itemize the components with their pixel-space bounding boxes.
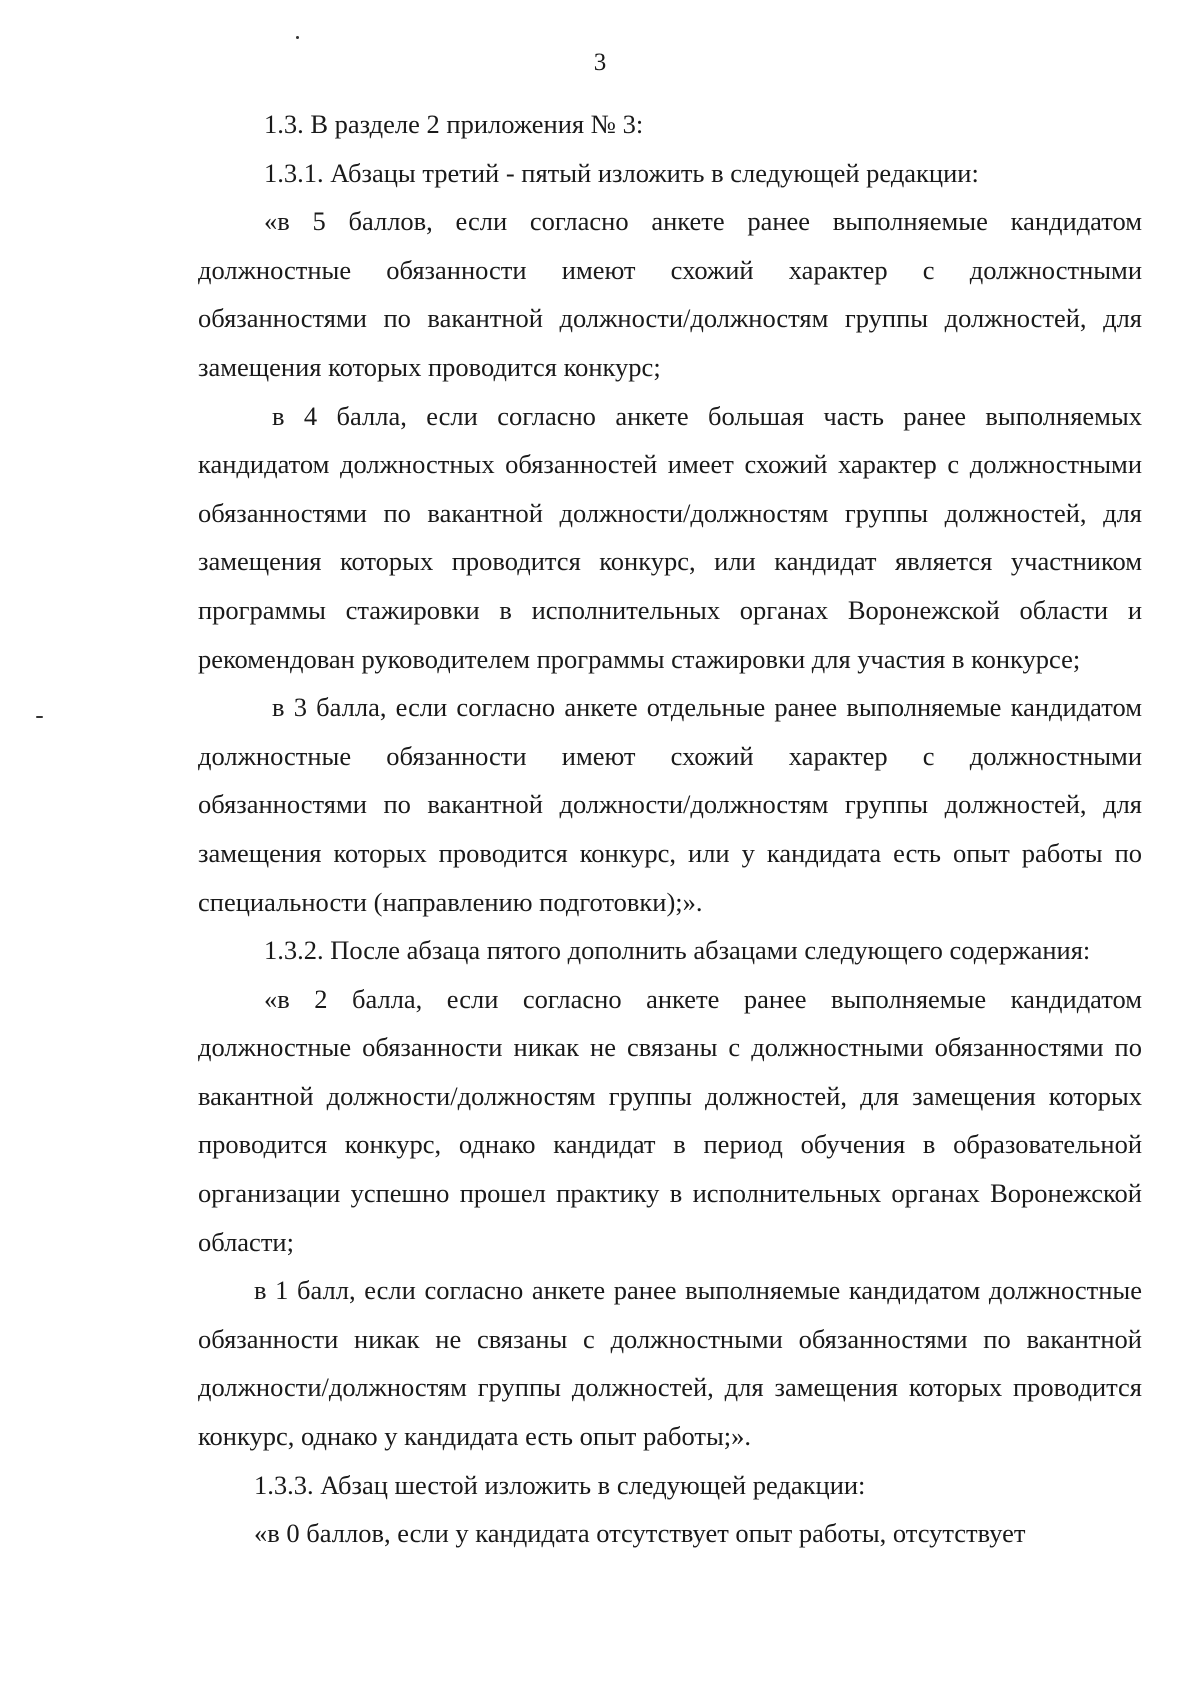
scan-speck: [296, 36, 299, 39]
scan-speck: [36, 716, 43, 718]
paragraph-section-heading: 1.3. В разделе 2 приложения № 3:: [264, 109, 644, 139]
paragraph-score-1: в 1 балл, если согласно анкете ранее выполняемые кандидатом должностные обязанности никак не связаны с должностными обязанностями по вакантной должности/должностям группы должностей, для замещения которых проводится конкурс, однако у кандидата есть опыт работы;».: [198, 1275, 1142, 1452]
document-body: [198, 100, 1142, 1558]
paragraph-item-1-3-3: 1.3.3. Абзац шестой изложить в следующей редакции:: [254, 1469, 866, 1500]
paragraph-item-1-3-2: 1.3.2. После абзаца пятого дополнить абзацами следующего содержания:: [264, 935, 1091, 966]
paragraph-score-3: в 3 балла, если согласно анкете отдельные ранее выполняемые кандидатом должностные обязанности имеют схожий характер с должностными обязанностями по вакантной должности/должностям группы должностей, для замещения которых проводится конкурс, или у кандидата есть опыт работы по специальности (направлению подготовки);».: [198, 692, 1142, 917]
paragraph-score-5: «в 5 баллов, если согласно анкете ранее выполняемые кандидатом должностные обязанности имеют схожий характер с должностными обязанностями по вакантной должности/должностям группы должностей, для замещения которых проводится конкурс;: [198, 206, 1142, 382]
page-number: 3: [593, 49, 607, 76]
paragraph-score-2: «в 2 балла, если согласно анкете ранее выполняемые кандидатом должностные обязанности никак не связаны с должностными обязанностями по вакантной должности/должностям группы должностей, для замещения которых проводится конкурс, однако кандидат в период обучения в образовательной организации успешно прошел практику в исполнительных органах Воронежской области;: [198, 983, 1142, 1257]
paragraph-score-0: «в 0 баллов, если у кандидата отсутствует опыт работы, отсутствует: [254, 1518, 1026, 1549]
paragraph-item-1-3-1: 1.3.1. Абзацы третий - пятый изложить в следующей редакции:: [264, 157, 979, 188]
paragraph-score-4: в 4 балла, если согласно анкете большая часть ранее выполняемых кандидатом должностных обязанностей имеет схожий характер с должностными обязанностями по вакантной должности/должностям группы должностей, для замещения которых проводится конкурс, или кандидат является участником программы стажировки в исполнительных органах Воронежской области и рекомендован руководителем программы стажировки для участия в конкурсе;: [198, 400, 1142, 674]
